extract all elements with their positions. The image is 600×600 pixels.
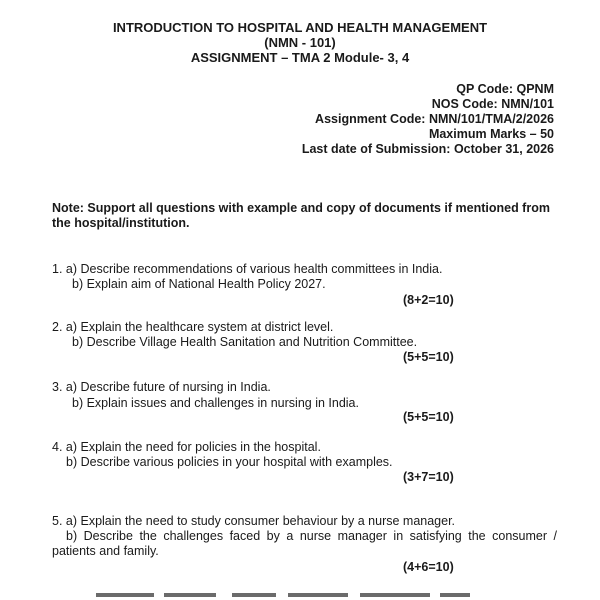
qp-code: QP Code: QPNM bbox=[456, 82, 554, 96]
question-5-part-b: b) Describe the challenges faced by a nurse manager in satisfying the consumer / patients and family. bbox=[52, 529, 557, 558]
cropped-text-fragment bbox=[164, 593, 216, 597]
assignment-heading: ASSIGNMENT – TMA 2 Module- 3, 4 bbox=[190, 50, 410, 65]
question-1-part-a: 1. a) Describe recommendations of various health committees in India. bbox=[52, 262, 443, 276]
question-5-marks: (4+6=10) bbox=[403, 560, 454, 574]
note-text: Note: Support all questions with example and copy of documents if mentioned from the hospital/institution. bbox=[52, 201, 550, 230]
question-1-part-b: b) Explain aim of National Health Policy 2027. bbox=[72, 277, 326, 291]
question-1-marks: (8+2=10) bbox=[403, 293, 454, 307]
cropped-text-fragment bbox=[360, 593, 430, 597]
cropped-text-fragment bbox=[232, 593, 276, 597]
cropped-text-fragment bbox=[288, 593, 348, 597]
question-3-part-b: b) Explain issues and challenges in nursing in India. bbox=[72, 396, 359, 410]
cropped-text-fragment bbox=[440, 593, 470, 597]
question-3-marks: (5+5=10) bbox=[403, 410, 454, 424]
cropped-text-fragment bbox=[96, 593, 154, 597]
question-4-part-b: b) Describe various policies in your hospital with examples. bbox=[66, 455, 393, 469]
question-2-part-a: 2. a) Explain the healthcare system at district level. bbox=[52, 320, 334, 334]
document-title: INTRODUCTION TO HOSPITAL AND HEALTH MANAGEMENT bbox=[112, 20, 488, 35]
maximum-marks: Maximum Marks – 50 bbox=[428, 127, 554, 141]
assignment-code: Assignment Code: NMN/101/TMA/2/2026 bbox=[315, 112, 554, 126]
nos-code: NOS Code: NMN/101 bbox=[431, 97, 554, 111]
course-code: (NMN - 101) bbox=[264, 35, 336, 50]
submission-deadline: Last date of Submission: October 31, 2026 bbox=[301, 142, 554, 156]
question-3-part-a: 3. a) Describe future of nursing in India. bbox=[52, 380, 271, 394]
question-4-part-a: 4. a) Explain the need for policies in the hospital. bbox=[52, 440, 321, 454]
question-2-part-b: b) Describe Village Health Sanitation and Nutrition Committee. bbox=[72, 335, 418, 349]
question-2-marks: (5+5=10) bbox=[403, 350, 454, 364]
question-4-marks: (3+7=10) bbox=[403, 470, 454, 484]
question-5-part-a: 5. a) Explain the need to study consumer behaviour by a nurse manager. bbox=[52, 514, 456, 528]
